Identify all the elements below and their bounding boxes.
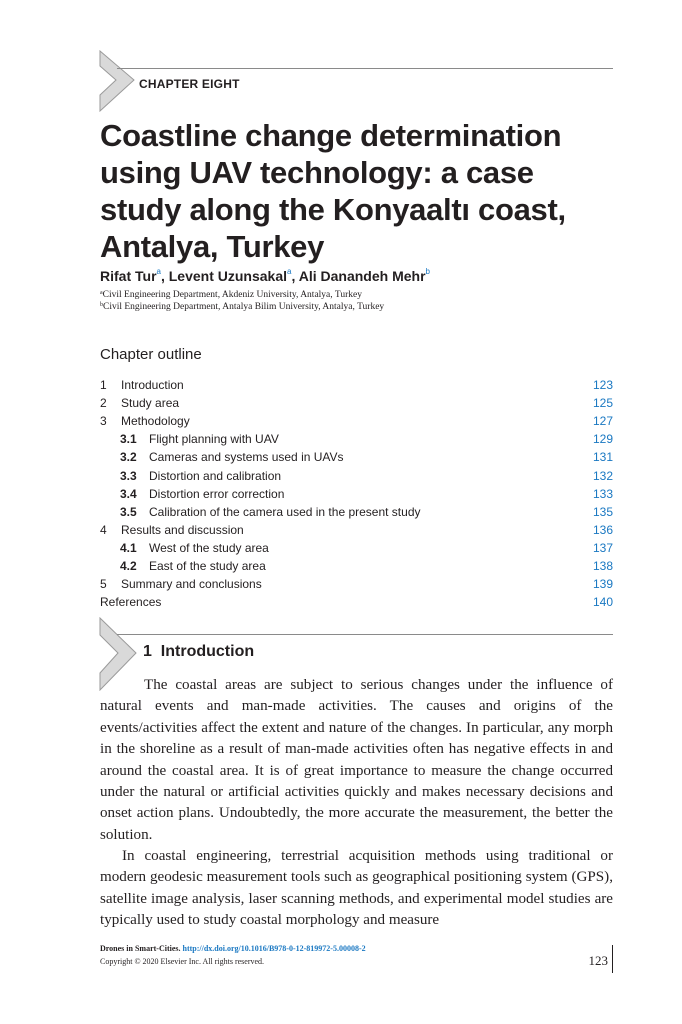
toc-title: Results and discussion: [121, 522, 244, 537]
toc-page-link[interactable]: 135: [592, 504, 613, 519]
chapter-title: Coastline change determination using UAV technology: a case study along the Konyaaltı coast, Antalya, Turkey: [100, 118, 566, 264]
toc-entry[interactable]: [100, 593, 613, 611]
author-name: Levent Uzunsakal: [168, 268, 288, 284]
author-name: Ali Danandeh Mehr: [298, 268, 426, 284]
toc-title: Distortion and calibration: [149, 468, 282, 483]
toc-entry[interactable]: [100, 430, 613, 448]
toc-entry[interactable]: [100, 575, 613, 593]
toc-number: 3: [100, 414, 107, 429]
footer-doi-link[interactable]: http://dx.doi.org/10.1016/B978-0-12-819972-5.00008-2: [182, 944, 366, 953]
toc-entry[interactable]: [100, 448, 613, 466]
toc-entry[interactable]: [100, 557, 613, 575]
toc-title: Study area: [121, 396, 180, 411]
toc-page-link[interactable]: 140: [592, 595, 613, 610]
toc-title: Methodology: [121, 414, 190, 429]
toc-number: 3.1: [120, 432, 137, 447]
section-rule: [117, 634, 613, 635]
author-name: Rifat Tur: [100, 268, 157, 284]
toc-number: 3.2: [120, 450, 137, 465]
chapter-label: CHAPTER EIGHT: [139, 77, 240, 91]
toc-number: 4: [100, 522, 107, 537]
toc-page-link[interactable]: 125: [592, 396, 613, 411]
toc-title: West of the study area: [149, 540, 269, 555]
toc-title: References: [100, 595, 162, 610]
footer-copyright: Copyright © 2020 Elsevier Inc. All rights reserved.: [100, 957, 265, 966]
toc-page-link[interactable]: 127: [592, 414, 613, 429]
toc-entry[interactable]: [100, 412, 613, 430]
toc-number: 3.3: [120, 468, 137, 483]
affiliation-mark: b: [100, 302, 103, 308]
footer-citation: [100, 944, 366, 953]
section-title: Introduction: [160, 643, 255, 660]
toc-entry[interactable]: [100, 539, 613, 557]
toc-page-link[interactable]: 137: [592, 540, 613, 555]
author-affiliation-mark[interactable]: b: [425, 267, 430, 276]
footer-journal: Drones in Smart-Cities.: [100, 944, 181, 953]
author-list: [100, 268, 430, 284]
section-heading: [143, 643, 254, 661]
toc-page-link[interactable]: 138: [592, 559, 613, 573]
toc-page-link[interactable]: 131: [592, 450, 613, 465]
toc-title: East of the study area: [149, 559, 266, 573]
toc-number: 3.5: [120, 504, 137, 519]
toc-page-link[interactable]: 132: [592, 468, 613, 483]
toc-title: Flight planning with UAV: [149, 432, 279, 447]
toc-page-link[interactable]: 133: [592, 486, 613, 501]
author-separator: ,: [291, 268, 299, 284]
affiliation-a: [100, 290, 362, 300]
toc-number: 2: [100, 396, 107, 411]
toc-page-link[interactable]: 136: [592, 522, 613, 537]
affiliation-mark: a: [100, 290, 103, 296]
affiliation-text: Civil Engineering Department, Akdeniz University, Antalya, Turkey: [102, 290, 362, 300]
chapter-outline-heading: Chapter outline: [100, 346, 202, 363]
toc-page-link[interactable]: 123: [592, 378, 613, 392]
toc-entry[interactable]: [100, 376, 613, 394]
toc-entry[interactable]: [100, 503, 613, 521]
toc-entry[interactable]: [100, 485, 613, 503]
body-paragraph-2: In coastal engineering, terrestrial acquisition methods using traditional or modern geodesic measurement tools such as geographical positioning system (GPS), satellite image analysis, laser scanning methods, and experimental model studies are typically used to study coastal morphology and measure: [100, 848, 613, 929]
affiliation-b: [100, 302, 384, 312]
toc-title: Calibration of the camera used in the present study: [149, 504, 421, 519]
toc-number: 5: [100, 577, 107, 592]
toc-number: 1: [100, 378, 107, 392]
toc-number: 4.1: [120, 540, 137, 555]
section-number: 1: [143, 643, 152, 660]
toc-page-link[interactable]: 139: [592, 577, 613, 592]
toc-page-link[interactable]: 129: [592, 432, 613, 447]
chapter-rule: [117, 68, 613, 69]
toc-number: 4.2: [120, 559, 137, 573]
toc-title: Summary and conclusions: [121, 577, 262, 592]
page-number: 123: [588, 953, 608, 968]
page-number-bar: [612, 945, 613, 973]
toc-title: Introduction: [121, 378, 184, 392]
author-affiliation-mark[interactable]: a: [156, 267, 161, 276]
author-affiliation-mark[interactable]: a: [287, 267, 292, 276]
affiliation-text: Civil Engineering Department, Antalya Bilim University, Antalya, Turkey: [103, 302, 385, 312]
body-paragraph-1: The coastal areas are subject to serious changes under the influence of natural events and man-made activities. The causes and origins of the events/activities affect the extent and nature of the changes. In particular, any morph in the shoreline as a result of man-made activities often has negative effects in and around the coastal area. It is of great importance to measure the change occurred under the natural or artificial activities quickly and makes necessary decisions and onset action plans. Undoubtedly, the more accurate the measurement, the better the solution.: [100, 677, 613, 843]
toc-entry[interactable]: [100, 521, 613, 539]
toc-title: Cameras and systems used in UAVs: [149, 450, 344, 465]
toc-number: 3.4: [120, 486, 137, 501]
toc-entry[interactable]: [100, 394, 613, 412]
toc-title: Distortion error correction: [149, 486, 285, 501]
chapter-chevron-icon: [99, 50, 139, 112]
toc-entry[interactable]: [100, 467, 613, 485]
author-separator: ,: [160, 268, 169, 284]
